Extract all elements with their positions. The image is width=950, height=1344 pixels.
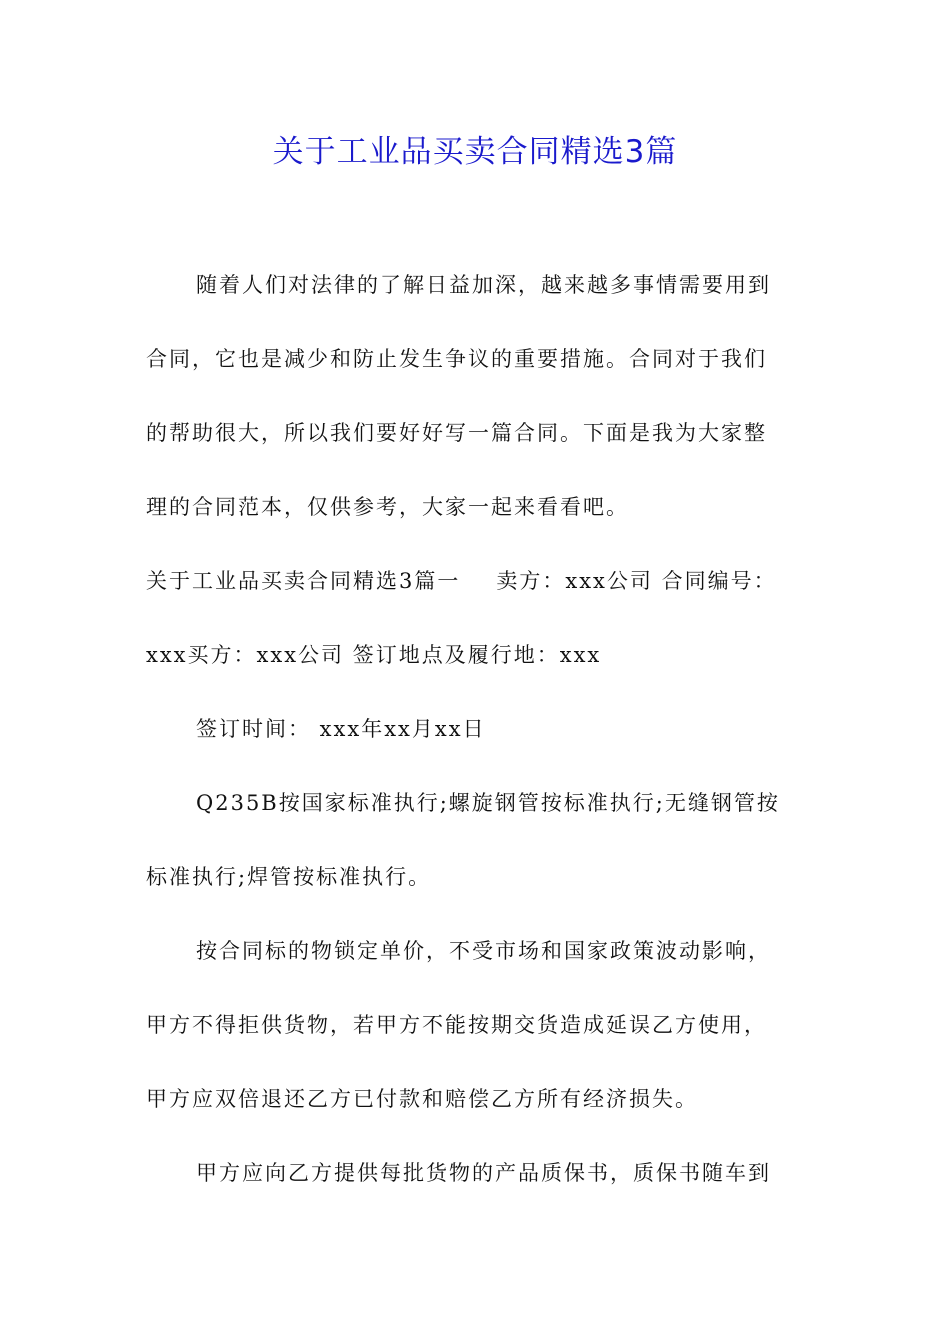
paragraph-line	[146, 704, 826, 778]
paragraph-line	[146, 1000, 826, 1074]
paragraph-line	[146, 482, 826, 556]
text-line: 随着人们对法律的了解日益加深，越来越多事情需要用到	[196, 273, 771, 297]
paragraph-line	[146, 852, 826, 926]
seller-info: 卖方：xxx公司 合同编号：	[496, 569, 777, 593]
paragraph-line	[146, 1074, 826, 1148]
text-line: 按合同标的物锁定单价，不受市场和国家政策波动影响，	[196, 939, 771, 963]
paragraph-line	[146, 926, 826, 1000]
text-line: 甲方应向乙方提供每批货物的产品质保书，质保书随车到	[196, 1161, 771, 1185]
paragraph-line	[146, 408, 826, 482]
signing-time: 签订时间： xxx年xx月xx日	[196, 717, 486, 741]
text-line: 的帮助很大，所以我们要好好写一篇合同。下面是我为大家整	[146, 421, 767, 445]
text-line: 甲方不得拒供货物，若甲方不能按期交货造成延误乙方使用，	[146, 1013, 767, 1037]
paragraph-line	[146, 260, 826, 334]
paragraph-line	[146, 778, 826, 852]
text-line: 甲方应双倍退还乙方已付款和赔偿乙方所有经济损失。	[146, 1087, 698, 1111]
paragraph-line	[146, 556, 826, 630]
document-title: 关于工业品买卖合同精选3篇	[272, 134, 678, 170]
buyer-info: xxx买方：xxx公司 签订地点及履行地：xxx	[146, 643, 602, 667]
text-line: 标准执行;焊管按标准执行。	[146, 865, 432, 889]
section-heading: 关于工业品买卖合同精选3篇一	[146, 569, 461, 593]
document-body	[146, 260, 826, 1222]
paragraph-line	[146, 334, 826, 408]
text-line: Q235B按国家标准执行;螺旋钢管按标准执行;无缝钢管按	[196, 791, 780, 815]
paragraph-line	[146, 1148, 826, 1222]
text-line: 合同，它也是减少和防止发生争议的重要措施。合同对于我们	[146, 347, 767, 371]
paragraph-line	[146, 630, 826, 704]
text-line: 理的合同范本，仅供参考，大家一起来看看吧。	[146, 495, 629, 519]
